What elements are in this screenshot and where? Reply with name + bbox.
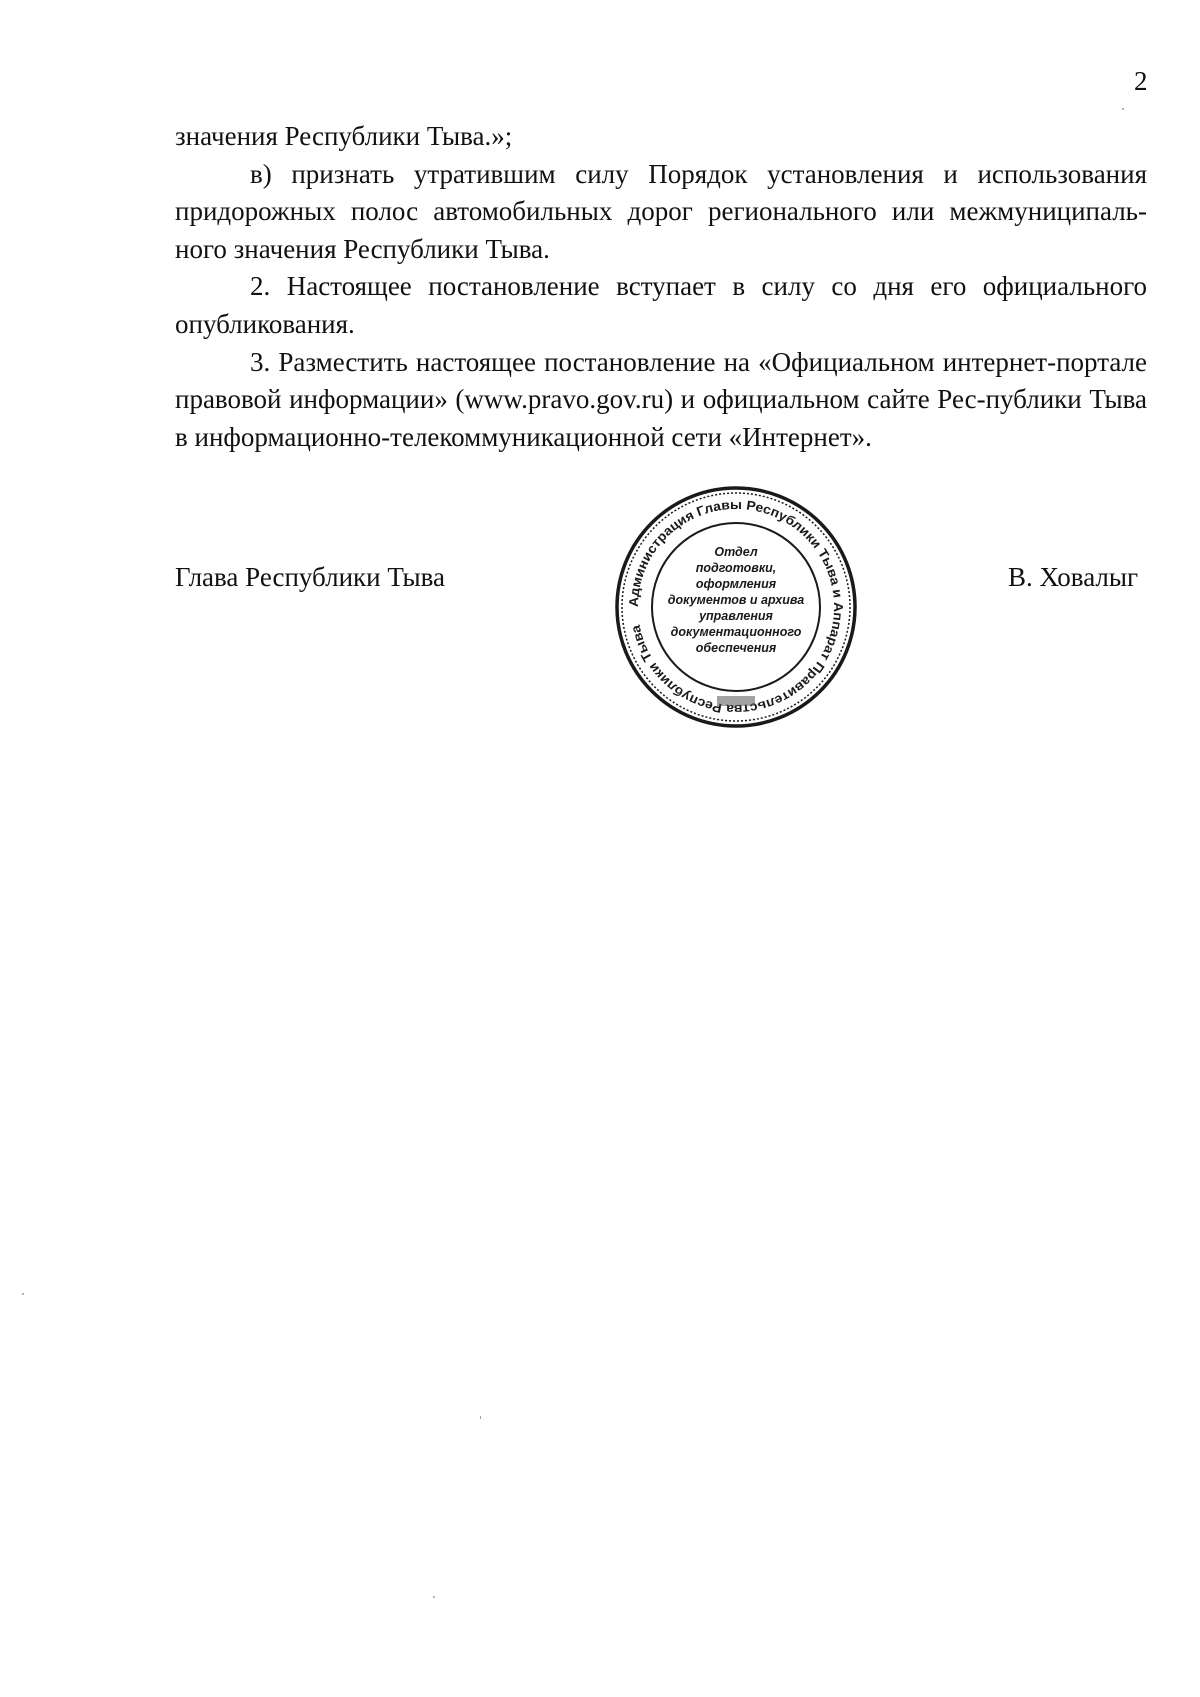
paragraph-item-v: в) признать утратившим силу Порядок установления и использования придорожных полос автомобильных дорог регионального или межмуниципаль-ного значения Республики Тыва. — [175, 158, 1147, 264]
scan-speck — [480, 1416, 481, 1419]
scan-speck — [1122, 108, 1124, 110]
paragraph-item-2: 2. Настоящее постановление вступает в силу со дня его официального опубликования. — [175, 271, 1147, 339]
seal-ring-text: Администрация Главы Республики Тыва и Аппарат Правительства Республики Тыва — [625, 496, 847, 718]
paragraph-continuation: значения Республики Тыва.»; — [175, 121, 513, 151]
signatory-position: Глава Республики Тыва — [175, 562, 446, 592]
scan-speck — [22, 1293, 24, 1295]
official-seal — [613, 484, 859, 730]
page-number: 2 — [1134, 66, 1148, 96]
seal-center-line-7: обеспечения — [695, 641, 777, 655]
document-body — [175, 118, 1147, 456]
seal-dotted-ring — [622, 493, 850, 721]
paragraph-item-3: 3. Разместить настоящее постановление на «Официальном интернет-портале правовой информации» (www.pravo.gov.ru) и официальном сайте Рес-публики Тыва в информационно-телекоммуникационной сети «Интернет». — [175, 346, 1147, 452]
seal-graphic — [613, 484, 859, 730]
scan-speck — [433, 1596, 435, 1598]
seal-center-line-3: оформления — [695, 577, 777, 591]
seal-center-line-1: Отдел — [714, 545, 758, 559]
seal-center-line-5: управления — [699, 609, 773, 623]
seal-center-line-6: документационного — [670, 625, 802, 639]
signatory-name: В. Ховалыг — [1008, 562, 1139, 592]
seal-center-line-2: подготовки, — [695, 561, 777, 575]
seal-smudge — [717, 696, 755, 706]
seal-center-line-4: документов и архива — [667, 593, 805, 607]
